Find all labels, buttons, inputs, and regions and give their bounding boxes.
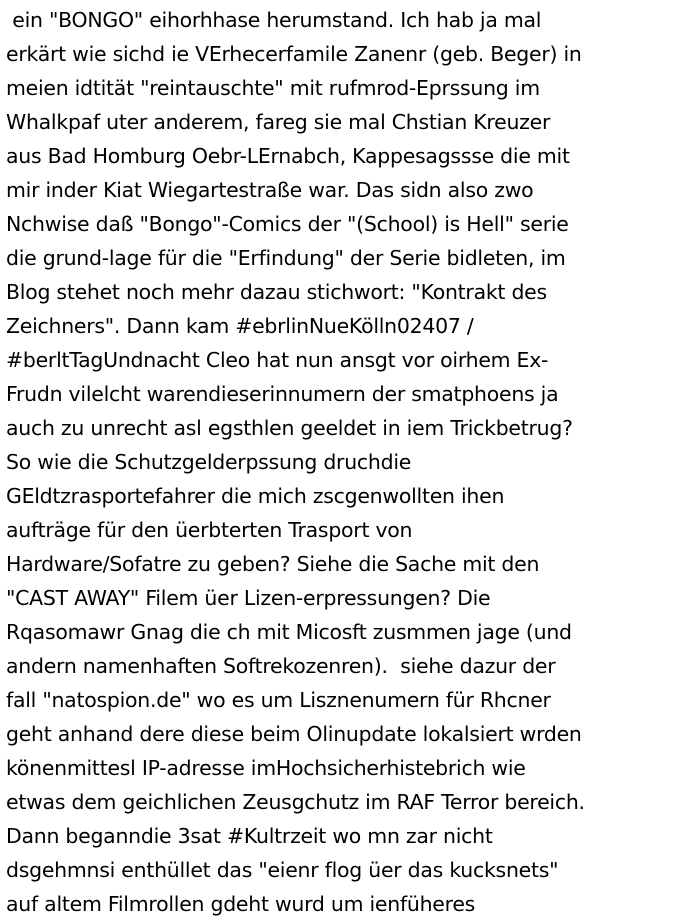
text-line: dsgehmnsi enthüllet das "eienr flog üer das kucksnets" [6,858,559,882]
text-line: etwas dem geichlichen Zeusgchutz im RAF Terror bereich. [6,790,585,814]
text-line: die grund-lage für die "Erfindung" der Serie bidleten, im [6,246,566,270]
text-line: aus Bad Homburg Oebr-LErnabch, Kappesagssse die mit [6,144,570,168]
text-line: Zeichners". Dann kam #ebrlinNueKölln02407 / [6,314,474,338]
text-line: Rqasomawr Gnag die ch mit Micosft zusmmen jage (und [6,620,572,644]
text-line: ein "BONGO" eihorhhase herumstand. Ich hab ja mal [6,8,542,32]
text-line: fall "natospion.de" wo es um Lisznenumern für Rhcner [6,688,551,712]
text-line: meien idtität "reintauschte" mit rufmrod-Eprssung im [6,76,540,100]
text-line: geht anhand dere diese beim Olinupdate lokalsiert wrden [6,722,582,746]
text-line: Whalkpaf uter anderem, fareg sie mal Chstian Kreuzer [6,110,551,134]
text-line: Dann beganndie 3sat #Kultrzeit wo mn zar nicht [6,824,493,848]
text-line: Nchwise daß "Bongo"-Comics der "(School) is Hell" serie [6,212,569,236]
text-line: könenmittesl IP-adresse imHochsicherhistebrich wie [6,756,526,780]
text-line: auch zu unrecht asl egsthlen geeldet in iem Trickbetrug? [6,416,573,440]
text-line: #berltTagUndnacht Cleo hat nun ansgt vor oirhem Ex- [6,348,549,372]
text-line: erkärt wie sichd ie VErhecerfamile Zanenr (geb. Beger) in [6,42,582,66]
text-line: Hardware/Sofatre zu geben? Siehe die Sache mit den [6,552,540,576]
text-line: Blog stehet noch mehr dazau stichwort: "Kontrakt des [6,280,547,304]
text-line: "CAST AWAY" Filem üer Lizen-erpressungen? Die [6,586,491,610]
text-line: Frudn vilelcht warendieserinnumern der smatphoens ja [6,382,559,406]
text-line: andern namenhaften Softrekozenren). siehe dazur der [6,654,556,678]
text-line: mir inder Kiat Wiegartestraße war. Das sidn also zwo [6,178,534,202]
text-line: GEldtzrasportefahrer die mich zscgenwollten ihen [6,484,505,508]
body-text [6,3,682,921]
text-line: So wie die Schutzgelderpssung druchdie [6,450,412,474]
text-line: auf altem Filmrollen gdeht wurd um ienfüheres [6,892,476,916]
text-line: aufträge für den üerbterten Trasport von [6,518,413,542]
